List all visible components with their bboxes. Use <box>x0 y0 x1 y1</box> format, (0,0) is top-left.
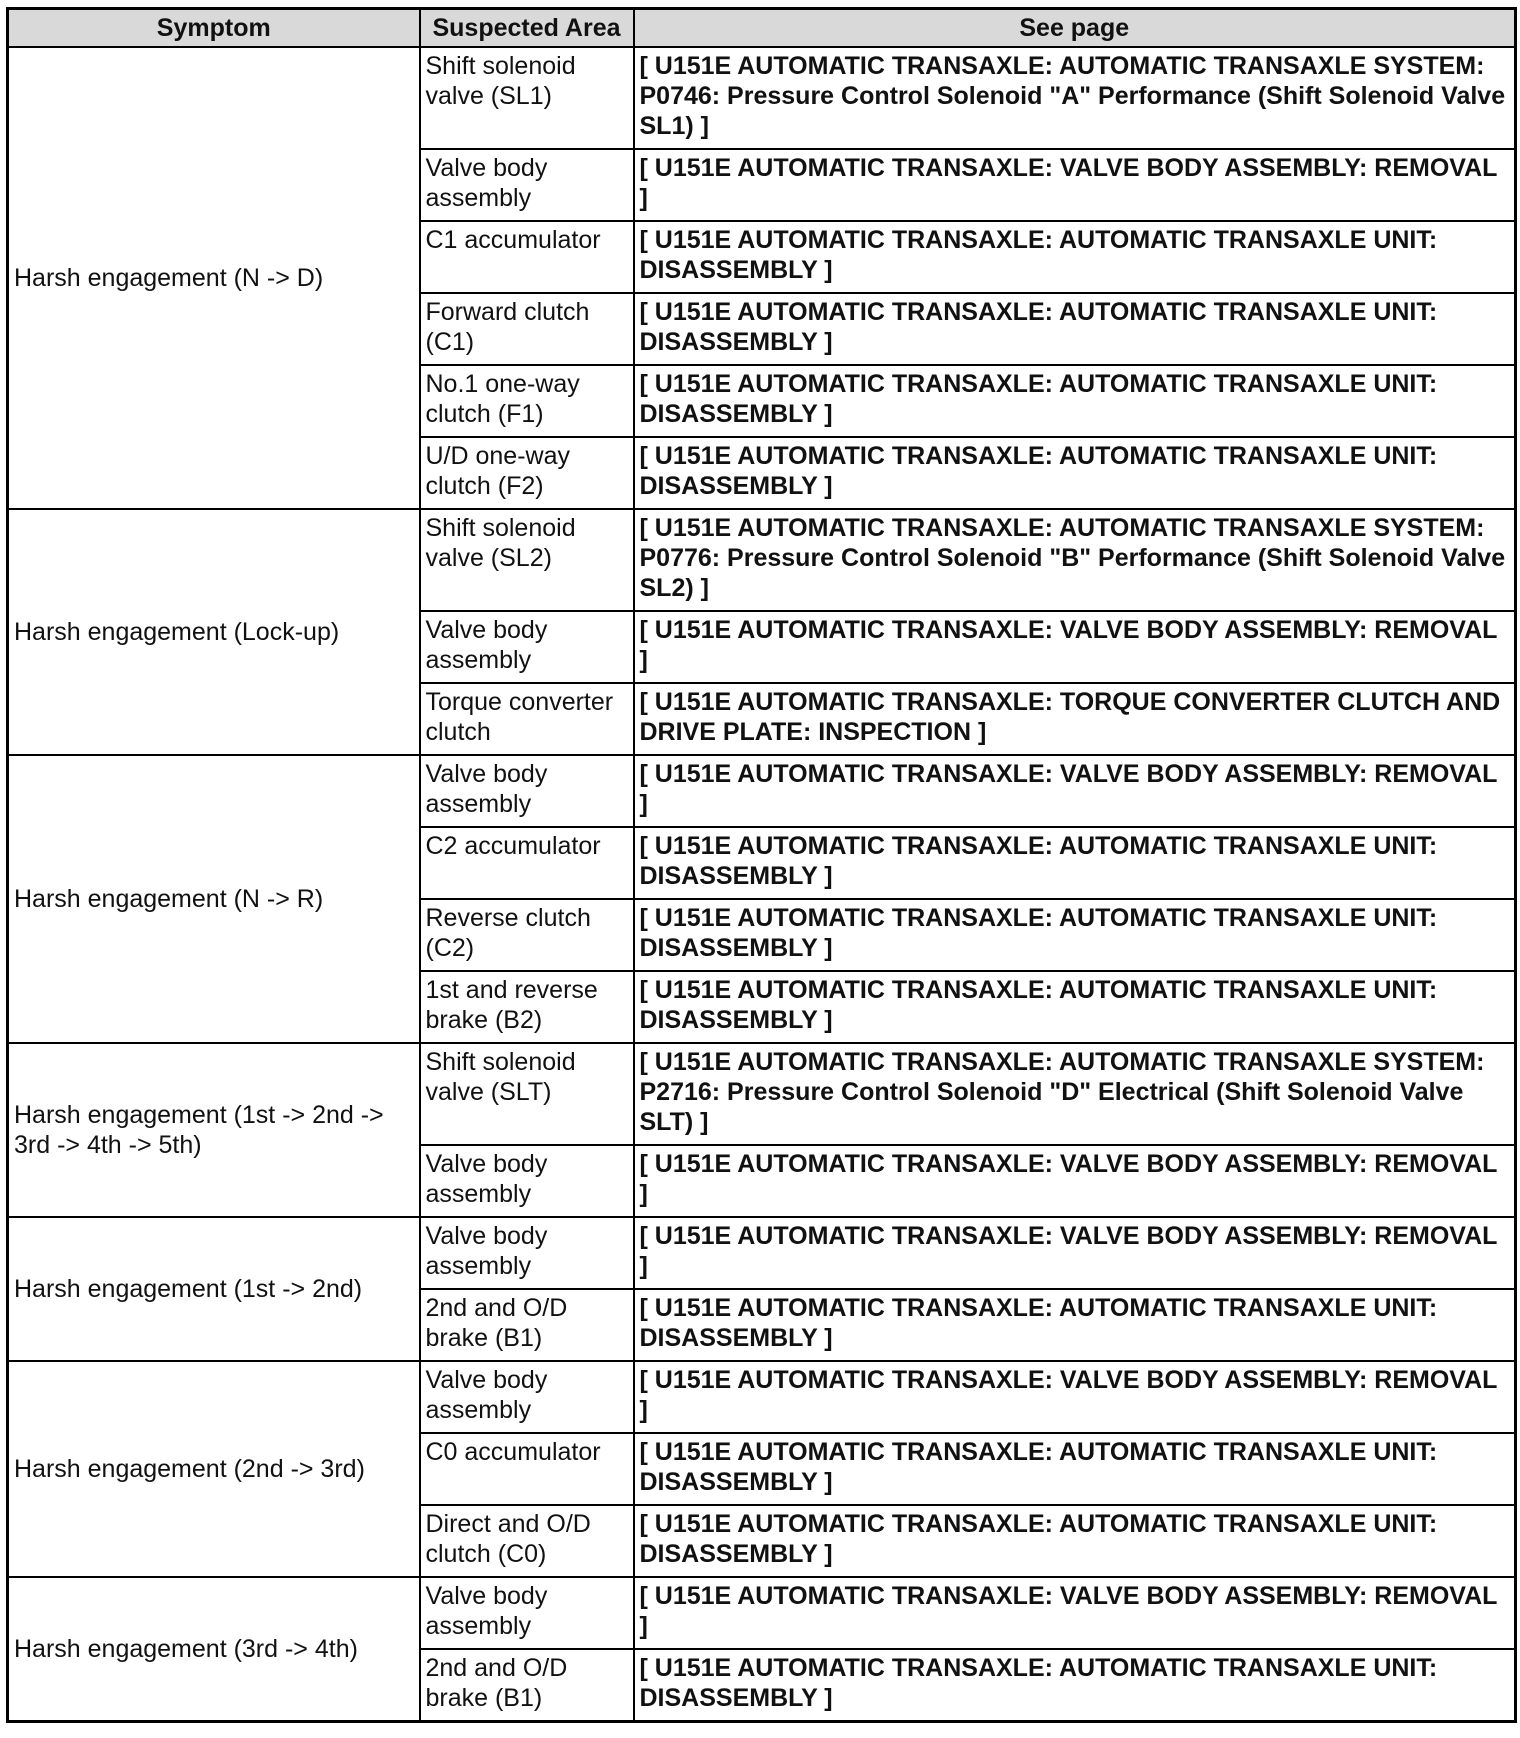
see-page-link[interactable]: [ U151E AUTOMATIC TRANSAXLE: AUTOMATIC TRANSAXLE UNIT: DISASSEMBLY ] <box>634 293 1516 365</box>
suspected-area-cell: 2nd and O/D brake (B1) <box>420 1289 634 1361</box>
header-row <box>8 9 1516 48</box>
see-page-link[interactable]: [ U151E AUTOMATIC TRANSAXLE: VALVE BODY ASSEMBLY: REMOVAL ] <box>634 1361 1516 1433</box>
header-symptom: Symptom <box>8 9 420 48</box>
see-page-link[interactable]: [ U151E AUTOMATIC TRANSAXLE: VALVE BODY ASSEMBLY: REMOVAL ] <box>634 149 1516 221</box>
symptom-cell: Harsh engagement (1st -> 2nd) <box>8 1217 420 1361</box>
table-row <box>8 1361 1516 1433</box>
suspected-area-cell: Direct and O/D clutch (C0) <box>420 1505 634 1577</box>
see-page-link[interactable]: [ U151E AUTOMATIC TRANSAXLE: VALVE BODY ASSEMBLY: REMOVAL ] <box>634 755 1516 827</box>
suspected-area-cell: Valve body assembly <box>420 1577 634 1649</box>
suspected-area-cell: Valve body assembly <box>420 149 634 221</box>
suspected-area-cell: Shift solenoid valve (SL2) <box>420 509 634 611</box>
suspected-area-cell: Forward clutch (C1) <box>420 293 634 365</box>
symptom-cell: Harsh engagement (1st -> 2nd -> 3rd -> 4th -> 5th) <box>8 1043 420 1217</box>
see-page-link[interactable]: [ U151E AUTOMATIC TRANSAXLE: AUTOMATIC TRANSAXLE SYSTEM: P0746: Pressure Control Solenoid "A" Performance (Shift Solenoid Valve SL1) ] <box>634 47 1516 149</box>
suspected-area-cell: Torque converter clutch <box>420 683 634 755</box>
suspected-area-cell: Reverse clutch (C2) <box>420 899 634 971</box>
suspected-area-cell: C2 accumulator <box>420 827 634 899</box>
see-page-link[interactable]: [ U151E AUTOMATIC TRANSAXLE: TORQUE CONVERTER CLUTCH AND DRIVE PLATE: INSPECTION ] <box>634 683 1516 755</box>
table-row <box>8 1577 1516 1649</box>
suspected-area-cell: Shift solenoid valve (SL1) <box>420 47 634 149</box>
suspected-area-cell: 1st and reverse brake (B2) <box>420 971 634 1043</box>
see-page-link[interactable]: [ U151E AUTOMATIC TRANSAXLE: VALVE BODY ASSEMBLY: REMOVAL ] <box>634 1217 1516 1289</box>
suspected-area-cell: U/D one-way clutch (F2) <box>420 437 634 509</box>
see-page-link[interactable]: [ U151E AUTOMATIC TRANSAXLE: VALVE BODY ASSEMBLY: REMOVAL ] <box>634 1577 1516 1649</box>
suspected-area-cell: 2nd and O/D brake (B1) <box>420 1649 634 1722</box>
see-page-link[interactable]: [ U151E AUTOMATIC TRANSAXLE: AUTOMATIC TRANSAXLE UNIT: DISASSEMBLY ] <box>634 1289 1516 1361</box>
header-see-page: See page <box>634 9 1516 48</box>
symptom-cell: Harsh engagement (Lock-up) <box>8 509 420 755</box>
suspected-area-cell: Valve body assembly <box>420 755 634 827</box>
symptom-cell: Harsh engagement (2nd -> 3rd) <box>8 1361 420 1577</box>
suspected-area-cell: C1 accumulator <box>420 221 634 293</box>
see-page-link[interactable]: [ U151E AUTOMATIC TRANSAXLE: AUTOMATIC TRANSAXLE SYSTEM: P0776: Pressure Control Solenoid "B" Performance (Shift Solenoid Valve SL2) ] <box>634 509 1516 611</box>
see-page-link[interactable]: [ U151E AUTOMATIC TRANSAXLE: VALVE BODY ASSEMBLY: REMOVAL ] <box>634 611 1516 683</box>
suspected-area-cell: Valve body assembly <box>420 1361 634 1433</box>
see-page-link[interactable]: [ U151E AUTOMATIC TRANSAXLE: AUTOMATIC TRANSAXLE UNIT: DISASSEMBLY ] <box>634 1649 1516 1722</box>
suspected-area-cell: C0 accumulator <box>420 1433 634 1505</box>
see-page-link[interactable]: [ U151E AUTOMATIC TRANSAXLE: AUTOMATIC TRANSAXLE SYSTEM: P2716: Pressure Control Solenoid "D" Electrical (Shift Solenoid Valve SLT) ] <box>634 1043 1516 1145</box>
see-page-link[interactable]: [ U151E AUTOMATIC TRANSAXLE: AUTOMATIC TRANSAXLE UNIT: DISASSEMBLY ] <box>634 221 1516 293</box>
document-page <box>6 7 1514 1723</box>
suspected-area-cell: Valve body assembly <box>420 611 634 683</box>
table-row <box>8 1217 1516 1289</box>
suspected-area-cell: No.1 one-way clutch (F1) <box>420 365 634 437</box>
header-suspected-area: Suspected Area <box>420 9 634 48</box>
see-page-link[interactable]: [ U151E AUTOMATIC TRANSAXLE: AUTOMATIC TRANSAXLE UNIT: DISASSEMBLY ] <box>634 827 1516 899</box>
see-page-link[interactable]: [ U151E AUTOMATIC TRANSAXLE: AUTOMATIC TRANSAXLE UNIT: DISASSEMBLY ] <box>634 1505 1516 1577</box>
symptom-cell: Harsh engagement (N -> D) <box>8 47 420 509</box>
suspected-area-cell: Shift solenoid valve (SLT) <box>420 1043 634 1145</box>
see-page-link[interactable]: [ U151E AUTOMATIC TRANSAXLE: VALVE BODY ASSEMBLY: REMOVAL ] <box>634 1145 1516 1217</box>
table-row <box>8 1043 1516 1145</box>
see-page-link[interactable]: [ U151E AUTOMATIC TRANSAXLE: AUTOMATIC TRANSAXLE UNIT: DISASSEMBLY ] <box>634 1433 1516 1505</box>
see-page-link[interactable]: [ U151E AUTOMATIC TRANSAXLE: AUTOMATIC TRANSAXLE UNIT: DISASSEMBLY ] <box>634 971 1516 1043</box>
see-page-link[interactable]: [ U151E AUTOMATIC TRANSAXLE: AUTOMATIC TRANSAXLE UNIT: DISASSEMBLY ] <box>634 437 1516 509</box>
symptom-table <box>6 7 1517 1723</box>
table-row <box>8 47 1516 149</box>
see-page-link[interactable]: [ U151E AUTOMATIC TRANSAXLE: AUTOMATIC TRANSAXLE UNIT: DISASSEMBLY ] <box>634 899 1516 971</box>
see-page-link[interactable]: [ U151E AUTOMATIC TRANSAXLE: AUTOMATIC TRANSAXLE UNIT: DISASSEMBLY ] <box>634 365 1516 437</box>
suspected-area-cell: Valve body assembly <box>420 1145 634 1217</box>
table-row <box>8 755 1516 827</box>
symptom-cell: Harsh engagement (N -> R) <box>8 755 420 1043</box>
table-row <box>8 509 1516 611</box>
suspected-area-cell: Valve body assembly <box>420 1217 634 1289</box>
symptom-cell: Harsh engagement (3rd -> 4th) <box>8 1577 420 1722</box>
